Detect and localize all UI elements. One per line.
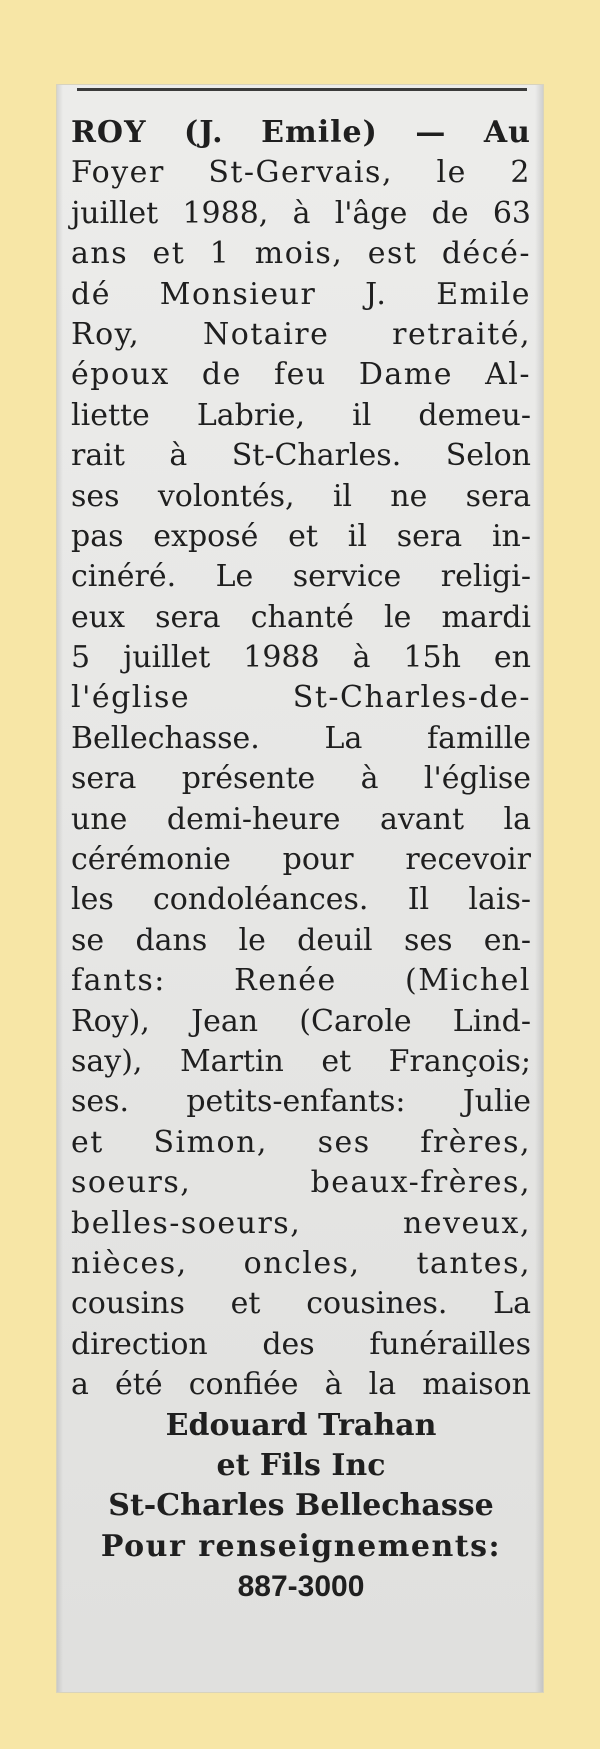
text-line: 5 juillet 1988 à 15h en xyxy=(71,640,531,676)
phone-number: 887-3000 xyxy=(237,1570,365,1604)
text-line: se dans le deuil ses en- xyxy=(71,922,531,958)
text-line: l'église St-Charles-de- xyxy=(71,680,531,716)
text-line: Roy, Notaire retraité, xyxy=(71,316,531,352)
text-line: juillet 1988, à l'âge de 63 xyxy=(71,195,531,231)
top-rule xyxy=(77,88,527,91)
funeral-home-location: St-Charles Bellechasse xyxy=(108,1488,494,1524)
text-line: cinéré. Le service religi- xyxy=(71,559,531,595)
text-line: une demi-heure avant la xyxy=(71,801,531,837)
text-line: cérémonie pour recevoir xyxy=(71,842,531,878)
text-line: a été confiée à la maison xyxy=(71,1367,531,1403)
text-line: direction des funérailles xyxy=(71,1326,531,1362)
obituary-text xyxy=(71,113,531,1607)
text-line: ses volontés, il ne sera xyxy=(71,478,531,514)
funeral-home-name-cont: et Fils Inc xyxy=(216,1447,386,1483)
text-line: rait à St-Charles. Selon xyxy=(71,438,531,474)
text-line: Foyer St-Gervais, le 2 xyxy=(71,155,531,191)
info-label: Pour renseignements: xyxy=(100,1528,502,1564)
text-line: pas exposé et il sera in- xyxy=(71,518,531,554)
text-line: époux de feu Dame Al- xyxy=(71,357,531,393)
text-line: fants: Renée (Michel xyxy=(71,963,531,999)
newspaper-clipping xyxy=(57,85,543,1692)
funeral-home-name: Edouard Trahan xyxy=(165,1407,437,1443)
obituary-heading: ROY (J. Emile) — Au xyxy=(71,115,531,150)
text-line: et Simon, ses frères, xyxy=(71,1124,531,1160)
text-line: les condoléances. Il lais- xyxy=(71,882,531,918)
text-line: Roy), Jean (Carole Lind- xyxy=(71,1003,531,1039)
text-line: ses. petits-enfants: Julie xyxy=(71,1084,531,1120)
text-line: say), Martin et François; xyxy=(71,1043,531,1079)
text-line: soeurs, beaux-frères, xyxy=(71,1165,531,1201)
text-line: eux sera chanté le mardi xyxy=(71,599,531,635)
text-line: belles-soeurs, neveux, xyxy=(71,1205,531,1241)
text-line: nièces, oncles, tantes, xyxy=(71,1245,531,1281)
text-line: sera présente à l'église xyxy=(71,761,531,797)
text-line: cousins et cousines. La xyxy=(71,1286,531,1322)
text-line: Bellechasse. La famille xyxy=(71,720,531,756)
text-line: liette Labrie, il demeu- xyxy=(71,397,531,433)
text-line: dé Monsieur J. Emile xyxy=(71,276,531,312)
text-line: ans et 1 mois, est décé- xyxy=(71,236,531,272)
